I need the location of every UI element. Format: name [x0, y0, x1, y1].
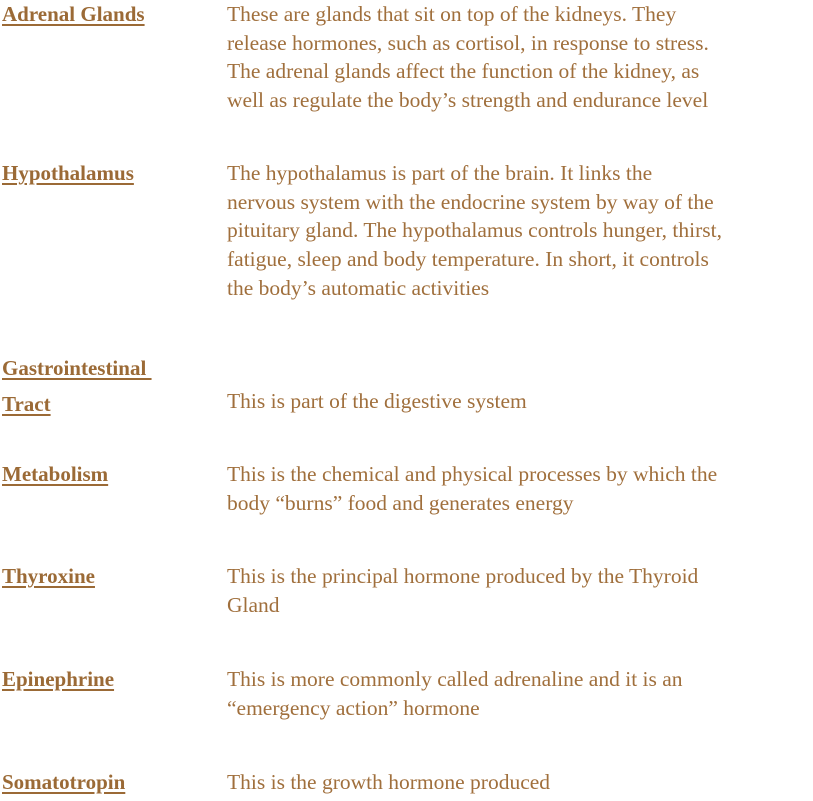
glossary-term: [2, 350, 152, 422]
glossary-definition: [227, 387, 813, 416]
glossary-term: [2, 0, 145, 29]
glossary-definition: [227, 0, 813, 115]
glossary-term: [2, 768, 125, 797]
glossary-term: [2, 562, 95, 591]
term-text: Adrenal Glands: [2, 2, 145, 26]
definition-line: well as regulate the body’s strength and endurance level: [227, 88, 709, 113]
definition-line: This is more commonly called adrenaline and it is an: [227, 667, 683, 691]
definition-line: fatigue, sleep and body temperature. In short, it controls: [227, 247, 709, 272]
term-text: Hypothalamus: [2, 161, 134, 185]
definition-line: These are glands that sit on top of the kidneys. They: [227, 2, 677, 26]
glossary-term: [2, 460, 108, 489]
definition-line: body “burns” food and generates energy: [227, 490, 574, 515]
definition-line: This is the growth hormone produced: [227, 770, 551, 794]
definition-line: “emergency action” hormone: [227, 695, 480, 720]
definition-line: This is the chemical and physical processes by which the: [227, 462, 718, 486]
term-text: Somatotropin: [2, 770, 126, 794]
glossary-definition: [227, 562, 813, 619]
glossary-definition: [227, 665, 813, 722]
term-text: Thyroxine: [2, 564, 95, 588]
definition-line: the body’s automatic activities: [227, 275, 490, 300]
term-text: Tract: [2, 392, 51, 416]
definition-line: This is the principal hormone produced by the Thyroid: [227, 564, 699, 588]
glossary-definition: [227, 768, 813, 797]
term-text: Gastrointestinal: [2, 356, 152, 380]
definition-line: pituitary gland. The hypothalamus controls hunger, thirst,: [227, 218, 722, 243]
glossary-term: [2, 665, 114, 694]
term-text: Metabolism: [2, 462, 109, 486]
glossary-term: [2, 159, 134, 188]
definition-line: This is part of the digestive system: [227, 389, 527, 413]
term-text: Epinephrine: [2, 667, 115, 691]
definition-line: The adrenal glands affect the function of the kidney, as: [227, 59, 700, 84]
definition-line: The hypothalamus is part of the brain. It links the: [227, 161, 653, 185]
definition-line: release hormones, such as cortisol, in response to stress.: [227, 30, 709, 55]
definition-line: Gland: [227, 592, 280, 617]
glossary-definition: [227, 460, 813, 517]
definition-line: nervous system with the endocrine system by way of the: [227, 189, 714, 214]
glossary-definition: [227, 159, 813, 303]
